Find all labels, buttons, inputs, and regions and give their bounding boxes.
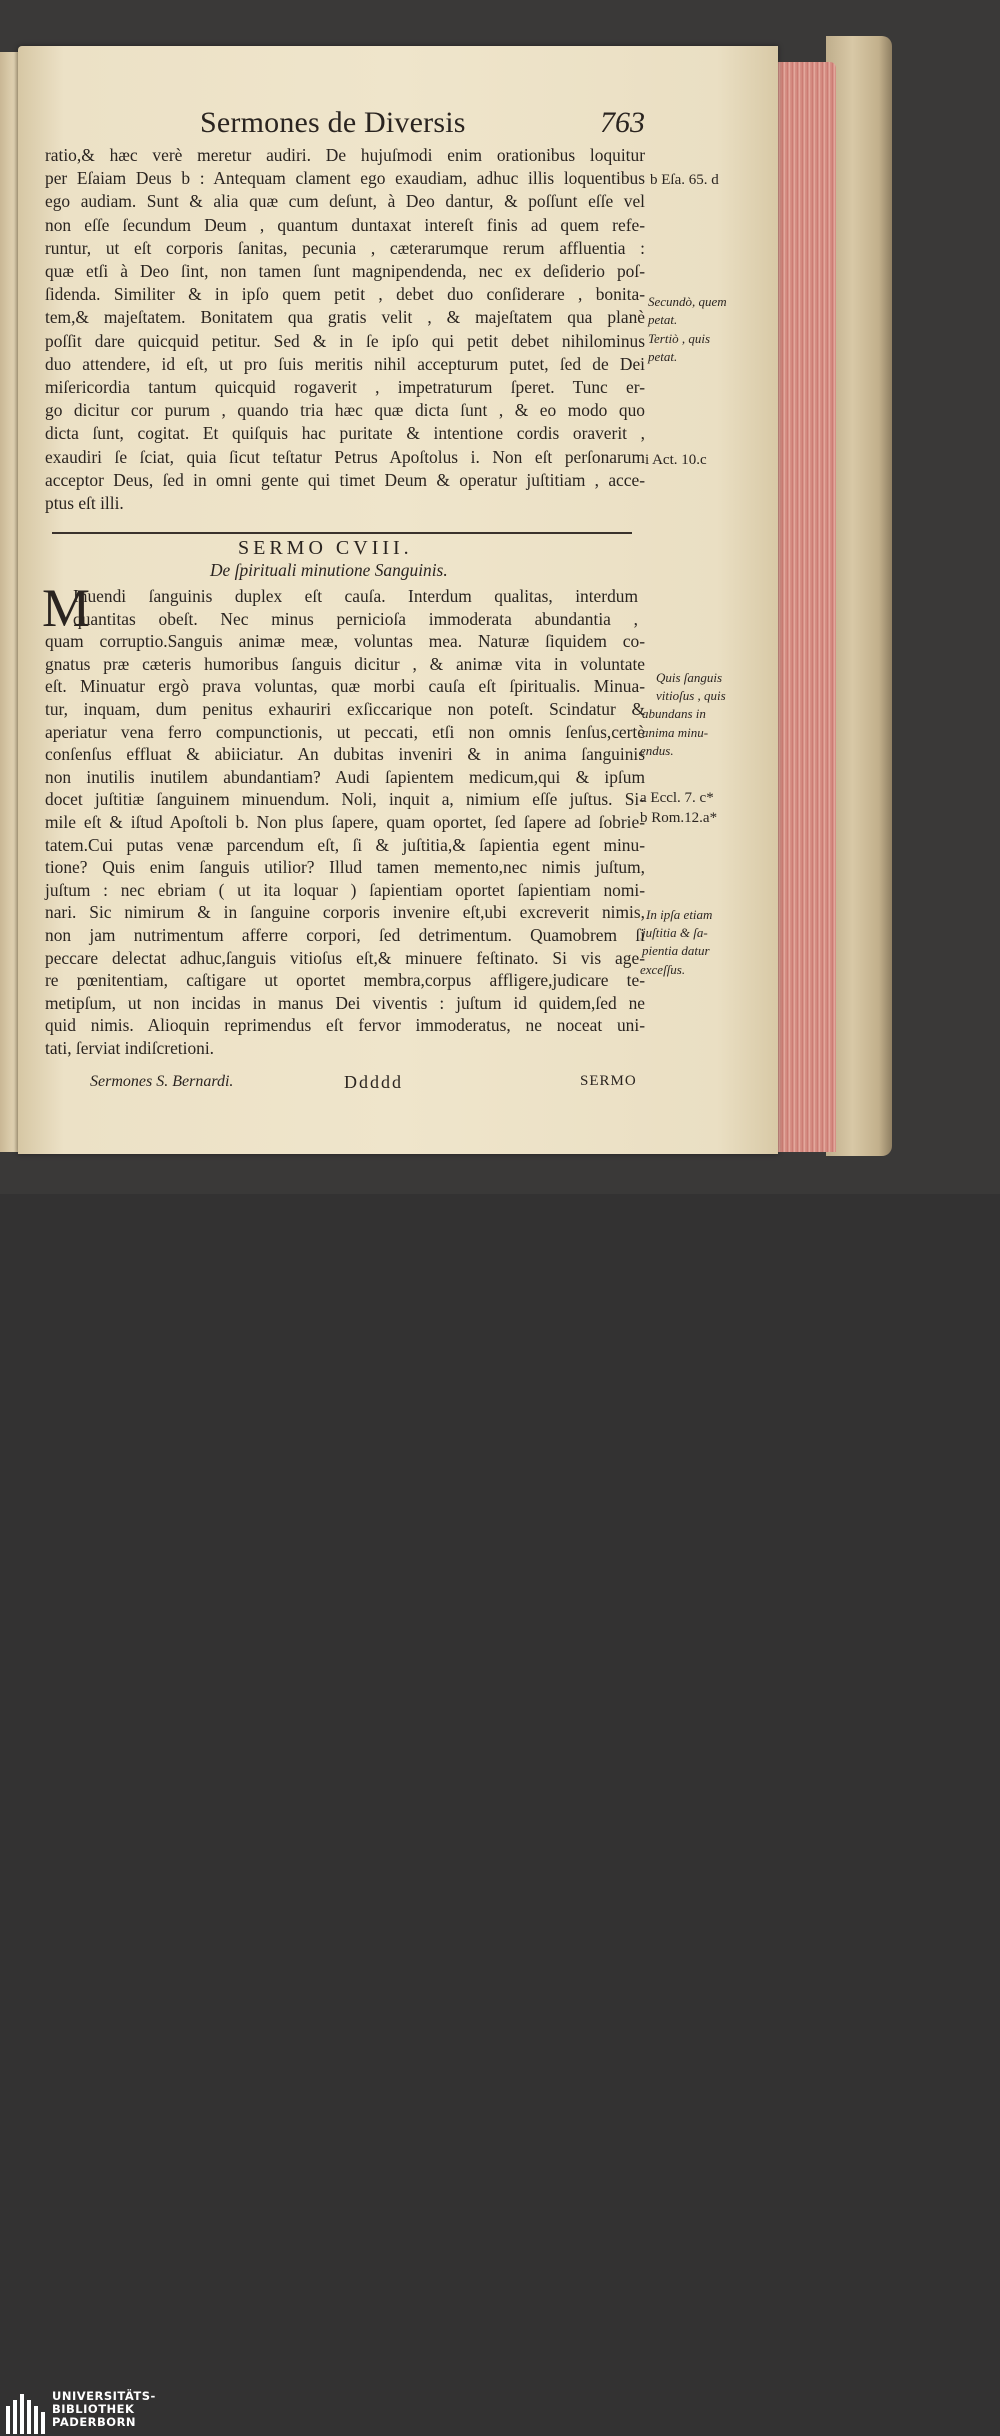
text-line: tatem.Cui putas venæ parcendum eſt, ſi & juſtitia,& ſapientia egent minu- xyxy=(45,834,645,855)
text-line: tione? Quis enim ſanguis utilior? Illud tamen memento,nec nimis juſtum, xyxy=(45,857,645,878)
text-line: peccare delectat adhuc,ſanguis vitioſus eſt,& minuere feſtinato. Si vis age- xyxy=(45,947,645,968)
text-line: ptus eſt illi. xyxy=(45,493,124,513)
text-line: eſt. Minuatur ergò prava voluntas, quæ morbi cauſa eſt ſpiritualis. Minua- xyxy=(45,676,645,697)
library-logo-icon xyxy=(4,2392,48,2436)
margin-note-quis: Quis ſanguis xyxy=(656,670,723,685)
text-line: juſtum : nec ebriam ( ut ita loquar ) ſapientiam oportet ſapientiam nomi- xyxy=(45,879,645,900)
text-line: re pœnitentiam, caſtigare ut oportet membra,corpus affligere,judicare te- xyxy=(45,970,645,991)
text-line: poſſit dare quicquid petitur. Sed & in ſe ipſo qui petit debet nihilominus xyxy=(45,330,645,351)
text-line: docet juſtitiæ ſanguinem minuendum. Noli, inquit a, nimium eſſe juſtus. Si- xyxy=(45,789,645,810)
text-line: metipſum, ut non incidas in manus Dei viventis : juſtum id quidem,ſed ne xyxy=(45,992,645,1013)
margin-note-quis-4: anima minu- xyxy=(642,725,709,740)
margin-note-quis-3: abundans in xyxy=(642,706,706,721)
text-line: dicta ſunt, cogitat. Et quiſquis hac puritate & intentione cordis oraverit , xyxy=(45,423,645,444)
footer-title: Sermones S. Bernardi. xyxy=(90,1073,234,1090)
text-line: quid nimis. Alioquin reprimendus eſt fervor immoderatus, ne noceat uni- xyxy=(45,1015,645,1036)
text-line: acceptor Deus, ſed in omni gente qui timet Deum & operatur juſtitiam , acce- xyxy=(45,469,645,490)
text-line: per Eſaiam Deus b : Antequam clament ego exaudiam, adhuc illis loquentibus xyxy=(45,168,645,189)
margin-note-inipsa: In ipſa etiam xyxy=(646,907,713,922)
facing-page-edge xyxy=(0,52,20,1152)
page-number: 763 xyxy=(600,106,645,139)
scan-background xyxy=(0,0,1000,1194)
text-line: mile eſt & iſtud Apoſtoli b. Non plus ſapere, quam oportet, ſed ſapere ad ſobrie- xyxy=(45,812,645,832)
logo-line-2: BIBLIOTHEK xyxy=(52,2402,135,2416)
text-line: quam corruptio.Sanguis animæ meæ, voluntas mea. Naturæ ſiquidem co- xyxy=(45,631,645,652)
text-line: non jam nutrimentum afferre corpori, ſed detrimentum. Quamobrem ſi xyxy=(45,925,645,945)
text-line: tati, ſerviat indiſcretioni. xyxy=(45,1038,215,1058)
text-line: tem,& majeſtatem. Bonitatem qua gratis velit , & majeſtatem qua planè xyxy=(45,307,645,328)
library-logo-bar xyxy=(0,1194,1000,2429)
drop-cap: M xyxy=(42,578,91,638)
text-line: tur, inquam, dum penitus exhauriri exſiccarique non poteſt. Scindatur & xyxy=(45,699,645,719)
margin-note-quis-2: vitioſus , quis xyxy=(656,688,726,703)
margin-note-tertio: Tertiò , quis xyxy=(648,331,711,346)
text-line: non eſſe ſecundum Deum , quantum duntaxat intereſt finis ad quem refe- xyxy=(45,214,645,235)
margin-note-inipsa-2: juſtitia & ſa- xyxy=(642,925,708,940)
margin-note-tertio-cont: petat. xyxy=(648,349,678,364)
text-line: runtur, ut eſt corporis ſanitas, pecunia , cæterarumque rerum affluentia : xyxy=(45,237,645,258)
text-line: nari. Sic nimirum & in ſanguine corporis invenire eſt,ubi excreverit nimis, xyxy=(45,902,645,923)
signature-mark: Ddddd xyxy=(344,1072,403,1092)
catchword: SERMO xyxy=(580,1073,637,1089)
running-header: Sermones de Diversis xyxy=(200,106,466,139)
text-line: conſenſus effluat & abiiciatur. An dubitas inveniri & in anima ſanguinis xyxy=(45,744,645,765)
margin-note-rom: b Rom.12.a* xyxy=(640,810,718,826)
logo-line-3: PADERBORN xyxy=(52,2415,137,2429)
text-line: quæ etſi à Deo ſint, non tamen ſunt magnipendenda, nec ex deſiderio poſ- xyxy=(45,261,645,281)
text-line: exaudiri ſe ſciat, quia ſicut teſtatur Petrus Apoſtolus i. Non eſt perſonarum xyxy=(45,446,645,467)
text-line: duo attendere, id eſt, ut pro ſuis meritis nihil accepturum putet, ſed de Dei xyxy=(45,353,645,374)
text-line: non inutilis inutilem abundantiam? Audi ſapientem medicum,qui & ipſum xyxy=(45,766,645,787)
sermon-title: SERMO CVIII. xyxy=(238,537,413,559)
margin-note-inipsa-4: exceſſus. xyxy=(640,962,686,977)
text-line: gnatus præ cæteris humoribus ſanguis dicitur , & animæ vita in voluntate xyxy=(45,653,645,674)
sermon-subtitle: De ſpirituali minutione Sanguinis. xyxy=(210,560,448,580)
library-logo-text xyxy=(52,2390,156,2429)
text-line: ratio,& hæc verè meretur audiri. De hujuſmodi enim orationibus loquitur xyxy=(45,145,645,165)
margin-note-secundo-cont: petat. xyxy=(648,312,678,327)
logo-line-1: UNIVERSITÄTS- xyxy=(52,2389,156,2403)
text-line: ſidenda. Similiter & in ipſo quem petit , debet duo conſiderare , bonita- xyxy=(45,284,645,305)
margin-note-secundo: Secundò, quem xyxy=(648,294,727,309)
margin-note-act: i Act. 10.c xyxy=(645,452,707,468)
text-line: ego audiam. Sunt & alia quæ cum deſunt, à Deo dantur, & poſſunt eſſe vel xyxy=(45,191,645,212)
margin-note-quis-5: endus. xyxy=(640,743,674,758)
margin-note-eccl: a Eccl. 7. c* xyxy=(640,790,714,806)
text-line: go dicitur cor purum , quando tria hæc quæ dicta ſunt , & eo modo quo xyxy=(45,400,645,421)
margin-note-esa: b Eſa. 65. d xyxy=(650,172,719,188)
margin-note-inipsa-3: pientia datur xyxy=(642,943,710,958)
text-line: quantitas obeſt. Nec minus pernicioſa immoderata abundantia , xyxy=(73,608,638,629)
section-divider xyxy=(52,532,632,534)
text-line: aperiatur vena ferro compunctionis, ut peccati, etſi non omnis ſenſus,certè xyxy=(45,721,645,742)
text-line: miſericordia tantum quicquid rogaverit , impetraturum ſperet. Tunc er- xyxy=(45,377,645,397)
text-line: Inuendi ſanguinis duplex eſt cauſa. Interdum qualitas, interdum xyxy=(73,586,638,606)
